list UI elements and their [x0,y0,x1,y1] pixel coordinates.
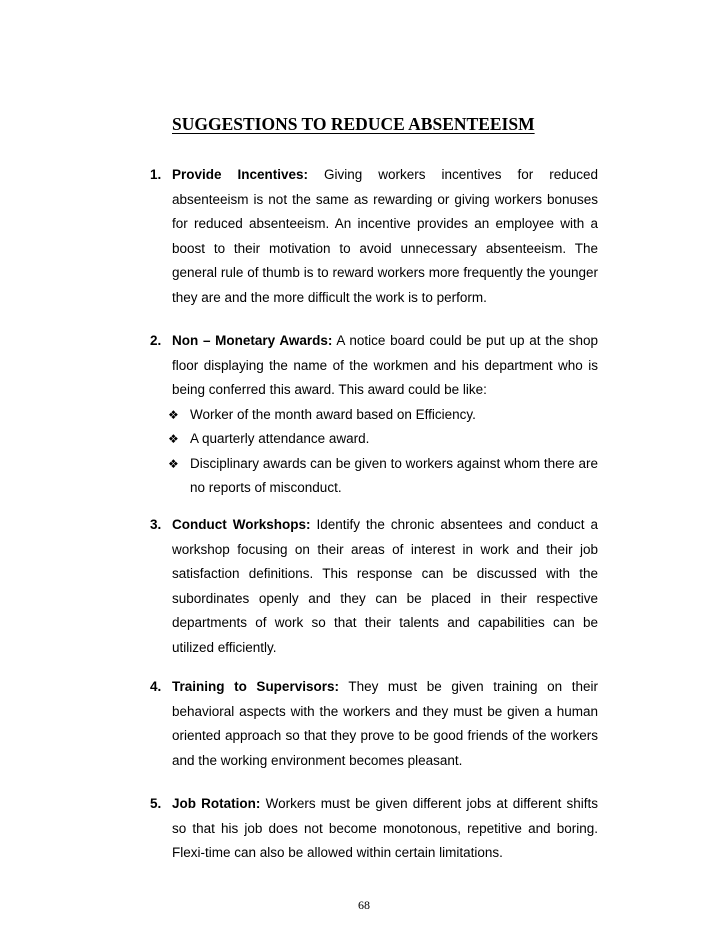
item-paragraph [172,163,598,310]
page-heading: SUGGESTIONS TO REDUCE ABSENTEEISM [172,114,535,134]
item-title: Non – Monetary Awards: [172,333,333,348]
item-body: They must be given training on their behavioral aspects with the workers and they must be given a human oriented approach so that they prove to be good friends of the workers and the working environment becomes pleasant. [172,679,598,768]
diamond-bullet-icon: ❖ [168,432,179,446]
item-number: 3. [150,517,162,532]
item-paragraph [172,329,598,403]
item-title: Conduct Workshops: [172,517,311,532]
award-bullet-list [168,403,598,501]
item-body: Identify the chronic absentees and conduct a workshop focusing on their areas of interest in work and their job satisfaction definitions. This response can be discussed with the subordinates openly and they can be placed in their respective departments of work so that their talents and capabilities can be utilized efficiently. [172,517,599,655]
item-body: Giving workers incentives for reduced absenteeism is not the same as rewarding or giving workers bonuses for reduced absenteeism. An incentive provides an employee with a boost to their motivation to avoid unnecessary absenteeism. The general rule of thumb is to reward workers more frequently the younger they are and the more difficult the work is to perform. [172,167,598,305]
item-title: Provide Incentives: [172,167,309,182]
bullet-item [168,427,598,452]
item-body: A notice board could be put up at the shop floor displaying the name of the workmen and his department who is being conferred this award. This award could be like: [172,333,598,397]
page-number: 68 [358,898,370,912]
diamond-bullet-icon: ❖ [168,456,179,471]
item-title: Training to Supervisors: [172,679,339,694]
bullet-text: A quarterly attendance award. [190,431,370,446]
list-item-training-supervisors [150,675,598,773]
bullet-item [168,452,598,501]
item-body: Workers must be given different jobs at different shifts so that his job does not become monotonous, repetitive and boring. Flexi-time can also be allowed within certain limitations. [172,796,598,860]
item-paragraph [172,792,598,866]
list-item-job-rotation [150,792,598,866]
item-title: Job Rotation: [172,796,261,811]
item-paragraph [172,675,598,773]
item-number: 1. [150,167,162,182]
item-number: 5. [150,796,162,811]
item-paragraph [172,513,598,660]
bullet-item [168,403,598,428]
item-number: 4. [150,679,162,694]
list-item-non-monetary-awards [150,329,598,501]
item-number: 2. [150,333,162,348]
bullet-text: Disciplinary awards can be given to workers against whom there are no reports of misconduct. [190,455,598,495]
bullet-text: Worker of the month award based on Efficiency. [190,406,476,422]
list-item-provide-incentives [150,163,598,310]
list-item-conduct-workshops [150,513,598,660]
diamond-bullet-icon: ❖ [168,407,179,422]
